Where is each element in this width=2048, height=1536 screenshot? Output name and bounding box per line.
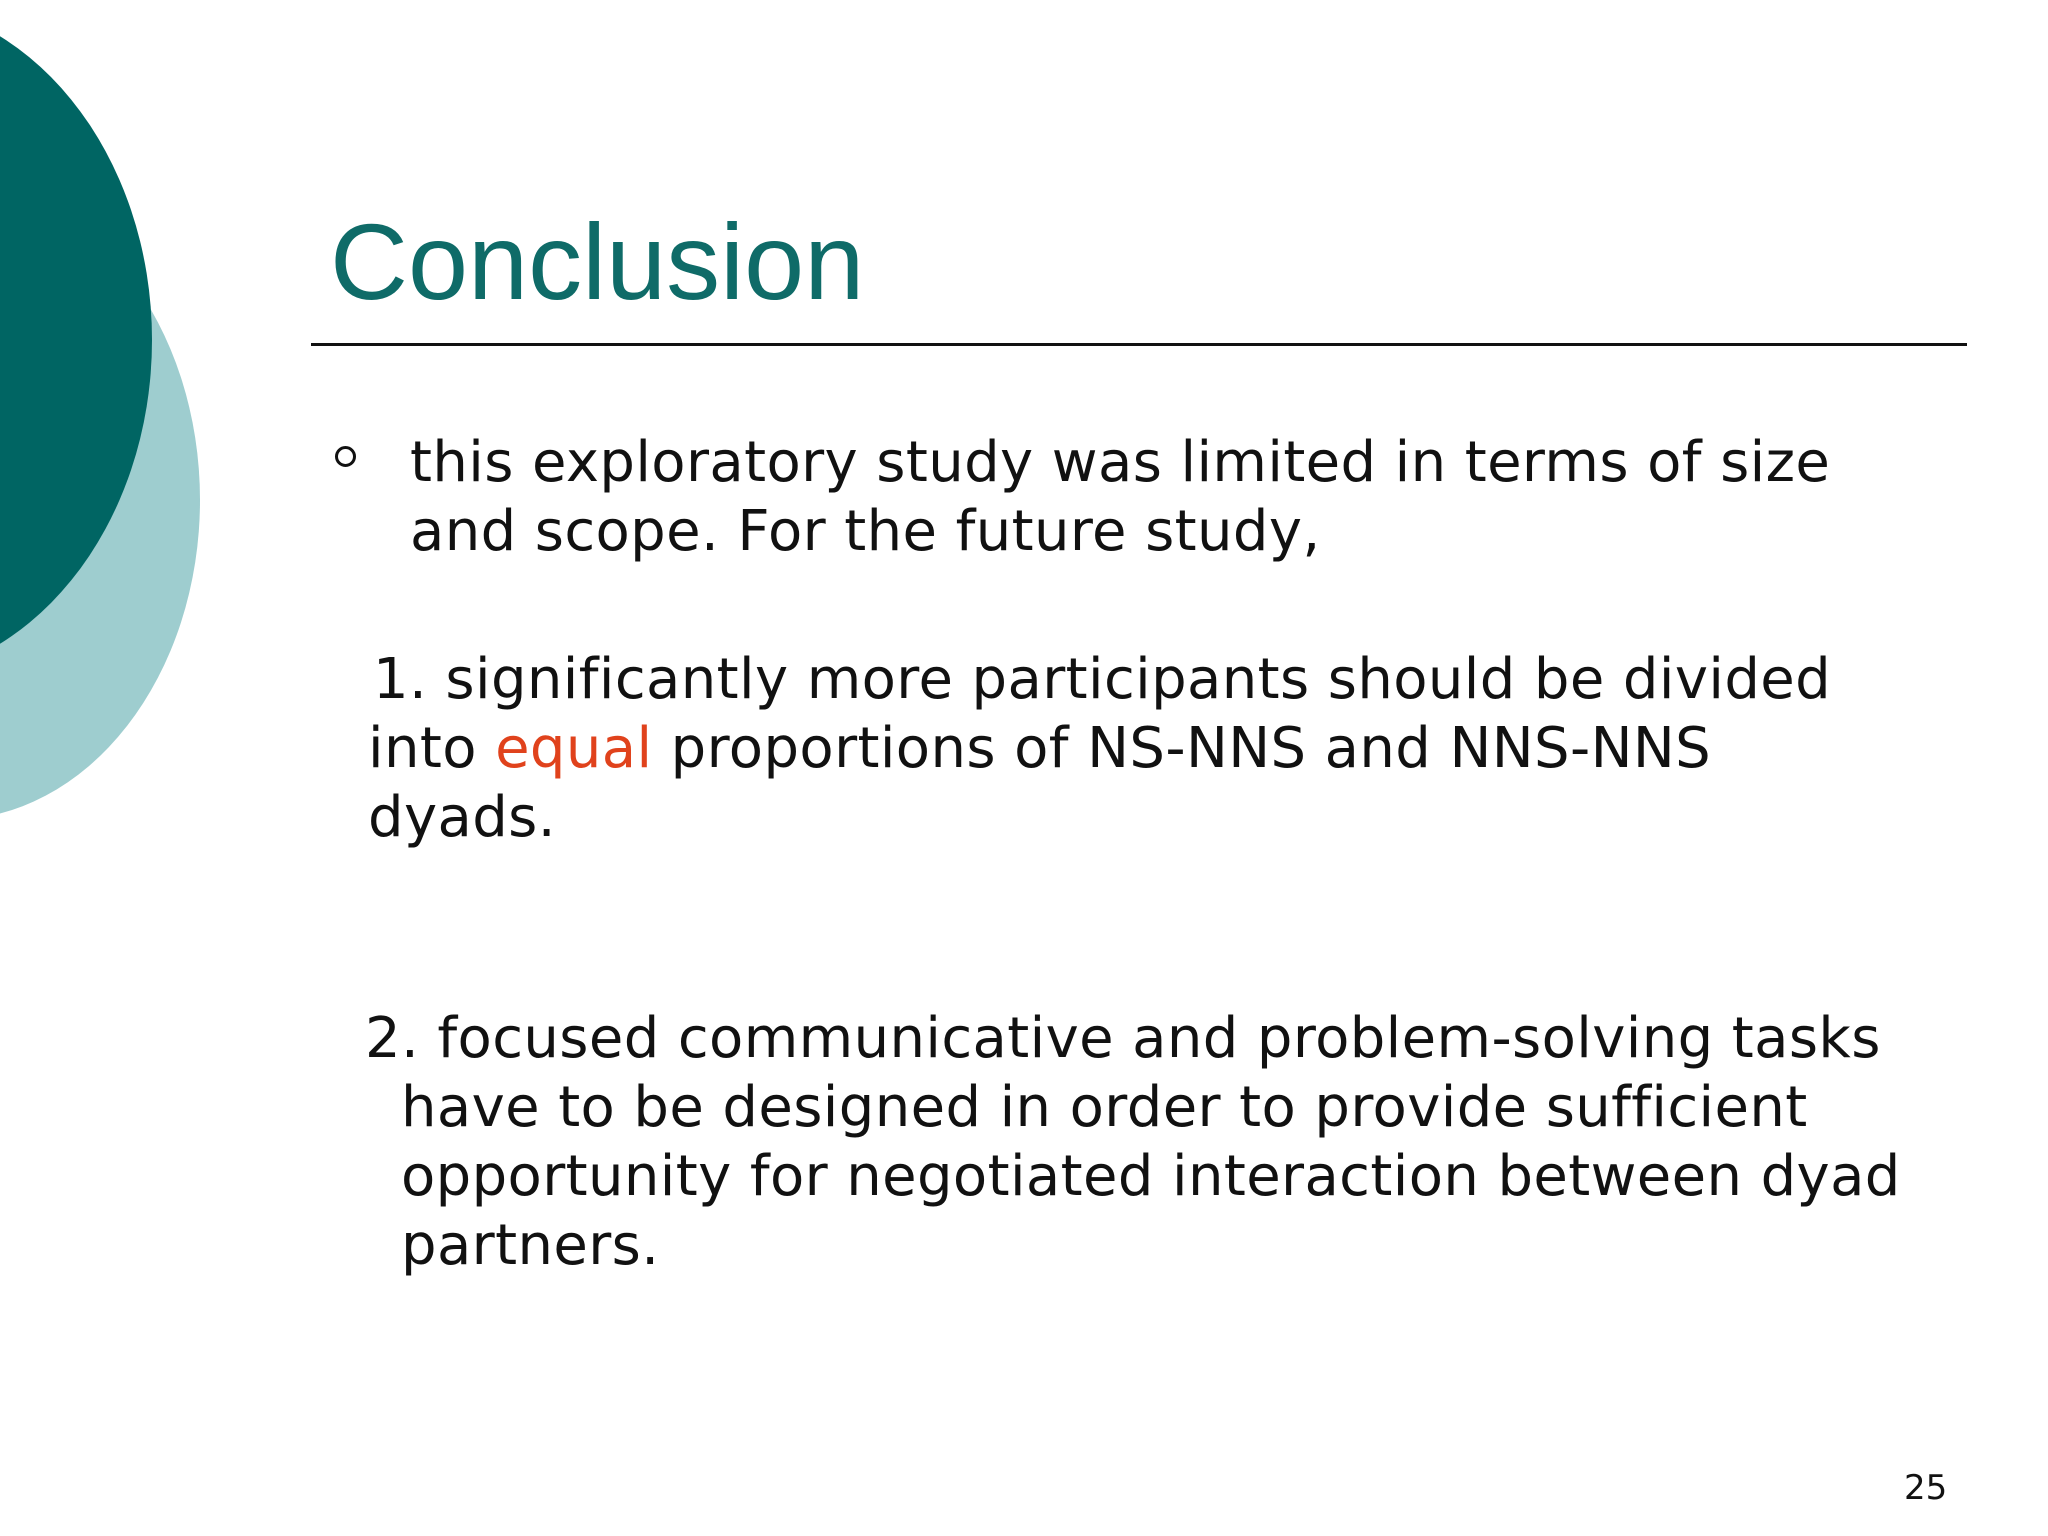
item-1-line-1: 1. significantly more participants should be divided <box>373 647 1832 712</box>
item-1-line-3: dyads. <box>368 785 556 850</box>
item-1-text-after-highlight: proportions of NS-NNS and NNS-NNS <box>652 716 1712 781</box>
hollow-circle-bullet-icon <box>335 446 356 467</box>
item-1-text-before-highlight: into <box>368 716 496 781</box>
page-number: 25 <box>1904 1468 1948 1508</box>
item-1-line-2 <box>368 714 1711 783</box>
highlighted-word: equal <box>495 716 653 781</box>
item-2-line-3: opportunity for negotiated interaction between dyad <box>401 1144 1901 1209</box>
bullet-text-line-2: and scope. For the future study, <box>410 499 1321 564</box>
title-divider <box>311 343 1967 346</box>
bullet-text-line-1: this exploratory study was limited in terms of size <box>410 430 1831 495</box>
item-2-line-1: 2. focused communicative and problem-solving tasks <box>365 1006 1881 1071</box>
slide-title: Conclusion <box>330 201 865 322</box>
item-2-line-2: have to be designed in order to provide sufficient <box>401 1075 1808 1140</box>
item-2-line-4: partners. <box>401 1213 660 1278</box>
